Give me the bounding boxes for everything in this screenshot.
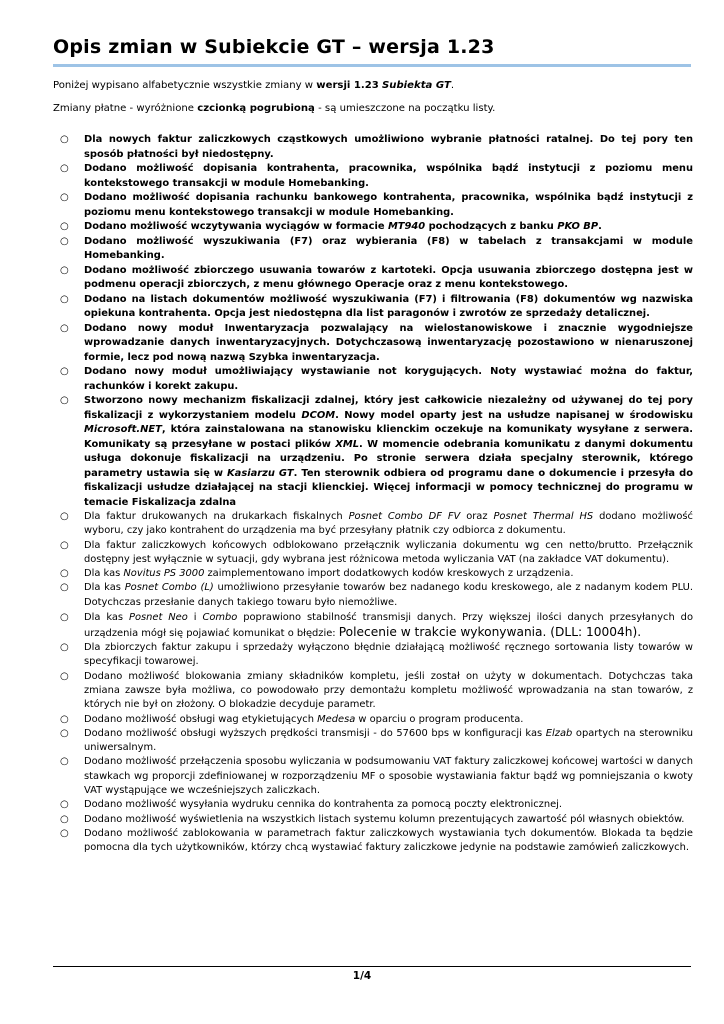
change-text: Dodano możliwość zbiorczego usuwania towarów z kartoteki. Opcja usuwania zbiorczego dostępna jest w podmenu operacji zbiorczych, z menu głównego Operacje oraz z menu kontekstowego. bbox=[84, 264, 693, 290]
bullet-marker: ○ bbox=[60, 612, 69, 624]
change-text: zaimplementowano import dodatkowych kodów kreskowych z urządzenia. bbox=[204, 568, 574, 580]
change-text: opartych na sterowniku uniwersalnym. bbox=[84, 727, 694, 754]
change-text: umożliwiono przesyłanie towarów bez nadanego kodu kreskowego, ale z nadanym kodem PLU. Dotychczas przesłanie danych takiego towaru było niemożliwe. bbox=[84, 582, 694, 608]
change-item bbox=[53, 798, 693, 812]
change-item bbox=[53, 191, 693, 220]
change-text: Dla nowych faktur zaliczkowych cząstkowych umożliwiono wybranie płatności ratalnej. Do tej pory ten sposób płatności był niedostępny. bbox=[84, 134, 693, 160]
change-item bbox=[53, 813, 693, 827]
change-text: Dodano możliwość wyszukiwania (F7) oraz wybierania (F8) w tabelach z transakcjami w module Homebanking. bbox=[84, 235, 693, 261]
italic-term: XML bbox=[335, 438, 360, 450]
page-title: Opis zmian w Subiekcie GT – wersja 1.23 bbox=[53, 36, 495, 58]
bullet-marker: ○ bbox=[60, 221, 69, 232]
change-item bbox=[53, 322, 693, 366]
change-item bbox=[53, 510, 693, 539]
change-text: . W momencie odebrania komunikatu z danymi dokumentu usługa dokonuje fiskalizacji na urządzeniu. Po stronie serwera działa specjalny sterownik, którego parametry ustawia się w bbox=[84, 438, 693, 479]
italic-term: Novitus PS 3000 bbox=[123, 568, 205, 580]
change-text: Dodano możliwość wyświetlenia na wszystkich listach systemu kolumn prezentujących zawartość pól własnych obiektów. bbox=[84, 813, 685, 825]
bullet-marker: ○ bbox=[60, 134, 69, 145]
change-text: oraz bbox=[460, 511, 494, 522]
change-item bbox=[53, 670, 693, 713]
change-text: Dla kas bbox=[84, 568, 124, 580]
italic-term: DCOM bbox=[301, 409, 336, 421]
change-text: Dodano możliwość obsługi wag etykietujących bbox=[84, 713, 318, 725]
change-text: Dla kas bbox=[84, 612, 130, 624]
change-item bbox=[53, 394, 693, 510]
change-text: Dodano możliwość przełączenia sposobu wyliczania w podsumowaniu VAT faktury zaliczkowej końcowej wartości w danych stawkach wg proporcji zdefiniowanej w rozporządzeniu MF o sposobie wystawiania faktur bądź wg pomniejszania o kwoty VAT wystąpujące we wcześniejszych zaliczkach. bbox=[84, 756, 693, 797]
intro-period: . bbox=[450, 80, 455, 91]
intro-version: wersji 1.23 bbox=[316, 80, 379, 91]
bullet-marker: ○ bbox=[60, 235, 69, 247]
change-item bbox=[53, 235, 693, 264]
change-text: Polecenie w trakcie wykonywania. (DLL: 10004h). bbox=[338, 625, 642, 640]
change-text: i bbox=[187, 612, 203, 624]
change-text: Dodano możliwość wysyłania wydruku cennika do kontrahenta za pomocą poczty elektronicznej. bbox=[84, 799, 563, 811]
note-suffix: - są umieszczone na początku listy. bbox=[314, 103, 496, 114]
change-text: Dodano możliwość dopisania kontrahenta, pracownika, wspólnika bądź instytucji z poziomu menu kontekstowego transakcji w module Homebanking. bbox=[84, 163, 693, 189]
italic-term: Combo bbox=[202, 612, 238, 624]
change-item bbox=[53, 713, 693, 727]
change-text: Dla faktur drukowanych na drukarkach fiskalnych bbox=[84, 511, 349, 522]
change-text: Dodano możliwość zablokowania w parametrach faktur zaliczkowych wystawiania tych dokumentów. Blokada ta będzie pomocna dla tych użytkowników, którzy chcą wystawiać faktury zaliczkowe jedynie na podstawie zamówień zaliczkowych. bbox=[84, 827, 693, 854]
change-item bbox=[53, 264, 693, 293]
bullet-marker: ○ bbox=[60, 163, 69, 174]
change-item bbox=[53, 365, 693, 394]
footer-divider bbox=[53, 966, 691, 967]
bullet-marker: ○ bbox=[60, 727, 69, 739]
bullet-marker: ○ bbox=[60, 568, 69, 580]
change-text: Dla zbiorczych faktur zakupu i sprzedaży wyłączono błędnie działającą możliwość ręcznego sortowania listy towarów w specyfikacji towarowej. bbox=[84, 642, 693, 668]
change-text: Dodano na listach dokumentów możliwość wyszukiwania (F7) i filtrowania (F8) dokumentów wg nazwiska opiekuna kontrahenta. Opcja jest niedostępna dla list paragonów i zwrotów ze sprzedaży detalicznej. bbox=[84, 293, 693, 319]
bullet-marker: ○ bbox=[60, 827, 69, 839]
italic-term: Medesa bbox=[317, 713, 356, 725]
bullet-marker: ○ bbox=[60, 670, 69, 682]
bullet-marker: ○ bbox=[60, 192, 69, 203]
page-number: 1/4 bbox=[352, 970, 372, 982]
change-text: Dodano możliwość blokowania zmiany składników kompletu, jeśli został on użyty w dokumentach. Dotychczas taka zmiana zawsze była możliwa, co powodowało przy demontażu kompletu możliwość wprowadzania na stan towarów, z których nie był on złożony. O blokadzie decyduje parametr. bbox=[84, 670, 693, 711]
italic-term: PKO BP bbox=[557, 221, 599, 232]
changes-list bbox=[53, 133, 693, 856]
italic-term: Elzab bbox=[545, 727, 573, 739]
bullet-marker: ○ bbox=[60, 366, 69, 377]
note-bold-text: czcionką pogrubioną bbox=[197, 103, 315, 114]
italic-term: Posnet Neo bbox=[129, 612, 188, 624]
change-item bbox=[53, 220, 693, 235]
change-text: Dodano nowy moduł Inwentaryzacja pozwalający na wielostanowiskowe i znacznie wygodniejsze wprowadzanie danych inwentaryzacyjnych. Dotychczasową inwentaryzację pozostawiono w nienaruszonej formie, lecz pod nową nazwą Szybka inwentaryzacja. bbox=[84, 322, 693, 363]
paid-changes-note bbox=[53, 102, 693, 115]
bullet-marker: ○ bbox=[60, 293, 69, 305]
italic-term: MT940 bbox=[387, 221, 426, 232]
change-text: dodano możliwość wyboru, czy jako kontrahent do urządzenia ma być przesyłany płatnik czy odbiorca z dokumentu. bbox=[84, 511, 693, 537]
note-text: Zmiany płatne - wyróżnione bbox=[53, 103, 198, 114]
change-text: . bbox=[598, 221, 602, 232]
bullet-marker: ○ bbox=[60, 813, 69, 825]
change-item bbox=[53, 581, 693, 610]
change-text: poprawiono stabilność transmisji danych. Przy większej ilości danych przesyłanych do urządzenia mógł się pojawiać komunikat o błędzie: bbox=[84, 612, 693, 640]
intro-paragraph bbox=[53, 79, 693, 92]
bullet-marker: ○ bbox=[60, 756, 69, 768]
change-item bbox=[53, 827, 693, 856]
change-item bbox=[53, 755, 693, 798]
change-item bbox=[53, 727, 693, 756]
change-item bbox=[53, 293, 693, 322]
bullet-marker: ○ bbox=[60, 799, 69, 811]
bullet-marker: ○ bbox=[60, 713, 69, 725]
change-item bbox=[53, 567, 693, 581]
title-underline bbox=[53, 64, 691, 67]
change-text: Stworzono nowy mechanizm fiskalizacji zdalnej, który jest całkowicie niezależny od używanej do tej pory fiskalizacji z wykorzystaniem modelu bbox=[84, 395, 693, 421]
change-text: pochodzących z banku bbox=[425, 221, 558, 232]
change-text: Dodano możliwość wczytywania wyciągów w formacie bbox=[84, 221, 388, 232]
italic-term: Posnet Combo (L) bbox=[124, 582, 214, 594]
change-text: . Ten sterownik odbiera od programu dane o dokumencie i przesyła do fiskalizacji usłudze działającej na stacji klienckiej. Więcej informacji w pomocy technicznej do programu w temacie Fiskalizacja zdalna bbox=[84, 467, 693, 508]
change-item bbox=[53, 539, 693, 568]
italic-term: Kasiarzu GT bbox=[227, 467, 294, 479]
italic-term: Posnet Thermal HS bbox=[493, 511, 594, 522]
bullet-marker: ○ bbox=[60, 511, 69, 522]
italic-term: Posnet Combo DF FV bbox=[348, 511, 461, 522]
bullet-marker: ○ bbox=[60, 642, 69, 654]
change-text: Dodano nowy moduł umożliwiający wystawianie not korygujących. Noty wystawiać można do faktur, rachunków i korekt zakupu. bbox=[84, 366, 693, 392]
change-text: . Nowy model oparty jest na usłudze napisanej w środowisku bbox=[335, 409, 693, 421]
change-item bbox=[53, 162, 693, 191]
change-text: Dodano możliwość dopisania rachunku bankowego kontrahenta, pracownika, wspólnika bądź instytucji z poziomu menu kontekstowego transakcji w module Homebanking. bbox=[84, 192, 693, 218]
italic-term: Microsoft.NET bbox=[84, 424, 162, 435]
bullet-marker: ○ bbox=[60, 264, 69, 276]
bullet-marker: ○ bbox=[60, 539, 69, 551]
change-item bbox=[53, 610, 693, 641]
intro-text: Poniżej wypisano alfabetycznie wszystkie zmiany w bbox=[53, 80, 317, 91]
change-text: Dodano możliwość obsługi wyższych prędkości transmisji - do 57600 bps w konfiguracji kas bbox=[84, 727, 546, 739]
change-item bbox=[53, 133, 693, 162]
change-text: Dla kas bbox=[84, 582, 125, 594]
bullet-marker: ○ bbox=[60, 395, 69, 406]
change-text: w oparciu o program producenta. bbox=[355, 713, 524, 725]
intro-product-name: Subiekta GT bbox=[382, 80, 451, 91]
change-text: , która zainstalowana na stanowisku klienckim oczekuje na komunikaty wysyłane z serwera. Komunikaty są przesyłane w postaci plików bbox=[84, 424, 693, 450]
bullet-marker: ○ bbox=[60, 322, 69, 334]
change-text: Dla faktur zaliczkowych końcowych odblokowano przełącznik wyliczania dokumentu wg cen netto/brutto. Przełącznik dostępny jest wyłącznie w sytuacji, gdy wybrana jest różnicowa metoda wyliczania VAT (na zakładce VAT dokumentu). bbox=[84, 539, 693, 565]
change-item bbox=[53, 641, 693, 670]
bullet-marker: ○ bbox=[60, 582, 69, 594]
